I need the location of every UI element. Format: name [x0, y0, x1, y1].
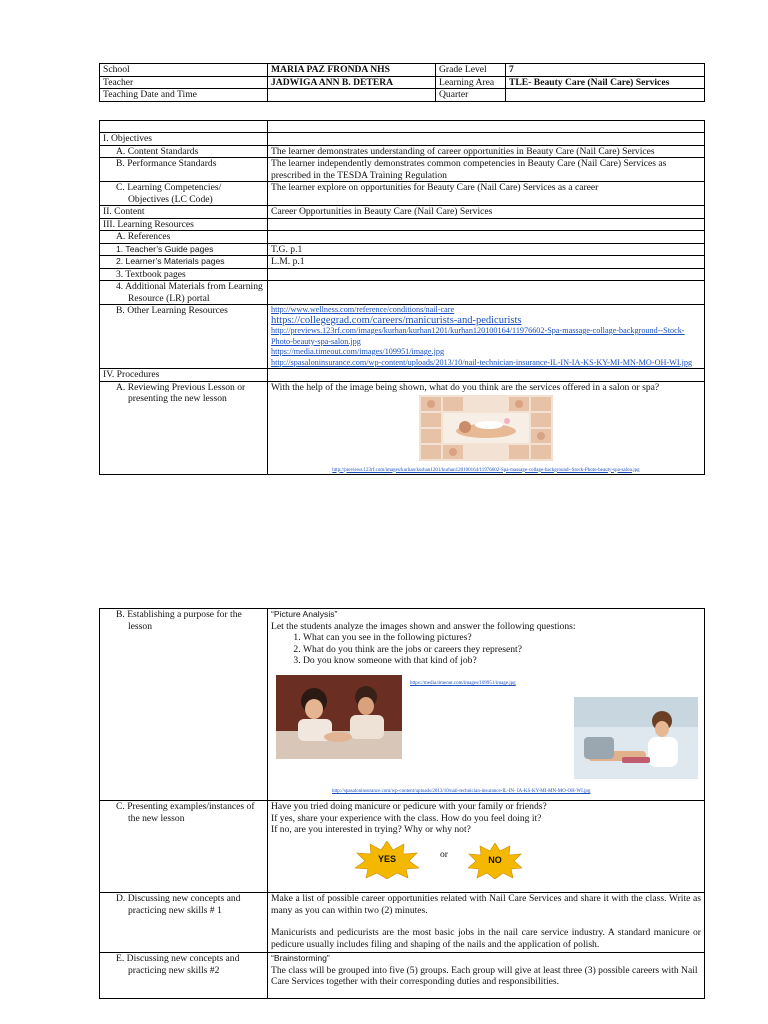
activity-text: Make a list of possible career opportunities related with Nail Care Services and share it with the class. Write as many as you can within two (2) minutes. — [271, 893, 701, 916]
header-row — [100, 64, 705, 77]
row-label: A. References — [100, 231, 268, 244]
resource-link[interactable]: http://previews.123rf.com/images/kurhan/kurhan1201/kurhan120100164/11976602-Spa-massage-collage-background--Stock-Photo-beauty-spa-salon.jpg — [271, 326, 685, 346]
yes-badge — [354, 841, 420, 879]
row-value: With the help of the image being shown, what do you think are the services offered in a salon or spa? — [271, 381, 660, 393]
row-label: 2. Learner’s Materials pages — [100, 256, 268, 269]
row-label: 1. Teacher’s Guide pages — [100, 243, 268, 256]
header-value: TLE- Beauty Care (Nail Care) Services — [506, 76, 705, 89]
image-source-link[interactable]: http://previews.123rf.com/images/kurhan/kurhan1201/kurhan120100164/11976602-Spa-massage-collage-background--Stock-Photo-beauty-spa-salon.jpg — [332, 467, 640, 473]
row-label: C. Learning Competencies/ Objectives (LC Code) — [116, 182, 222, 205]
row-value: The learner independently demonstrates common competencies in Beauty Care (Nail Care) Services as prescribed in the TESDA Training Regulation — [268, 158, 705, 182]
header-table — [99, 63, 705, 102]
or-label: or — [440, 849, 448, 860]
row-value: Career Opportunities in Beauty Care (Nail Care) Services — [268, 206, 705, 219]
question-line: Have you tried doing manicure or pedicure with your family or friends? — [271, 801, 547, 812]
activity-intro: Let the students analyze the images shown and answer the following questions: — [271, 620, 576, 632]
header-label: Learning Area — [436, 76, 506, 89]
header-label: Teaching Date and Time — [100, 89, 268, 102]
section-label: III. Learning Resources — [100, 218, 268, 231]
header-row — [100, 76, 705, 89]
manicure-photo — [276, 675, 402, 759]
pedicure-photo — [574, 697, 698, 779]
row-value: The learner explore on opportunities for Beauty Care (Nail Care) Services as a career — [268, 182, 705, 206]
list-item: 2. What do you think are the jobs or careers they represent? — [303, 644, 701, 656]
row-label: B. Performance Standards — [100, 158, 268, 182]
row-value: T.G. p.1 — [268, 243, 705, 256]
yes-label: YES — [377, 854, 396, 864]
list-item: 1. What can you see in the following pictures? — [303, 632, 701, 644]
row-label: C. Presenting examples/instances of the new lesson — [116, 801, 255, 824]
row-label: B. Other Learning Resources — [100, 305, 268, 369]
question-line: If yes, share your experience with the class. How do you feel doing it? — [271, 812, 542, 824]
lesson-plan-table — [99, 120, 705, 475]
activity-text: The class will be grouped into five (5) groups. Each group will give at least three (3) possible careers with Nail Care Services together with their corresponding duties and responsibilities. — [271, 964, 698, 987]
header-label: Teacher — [100, 76, 268, 89]
header-label: Grade Level — [436, 64, 506, 77]
question-list — [271, 632, 701, 667]
resource-link[interactable]: http://spasaloninsurance.com/wp-content/uploads/2013/10/nail-technician-insurance-IL-IN-IA-KS-KY-MI-MN-MO-OH-WI.jpg — [271, 357, 693, 367]
question-line: If no, are you interested in trying? Why or why not? — [271, 824, 471, 835]
no-badge — [468, 843, 522, 879]
section-label: IV. Procedures — [100, 369, 268, 382]
row-label: D. Discussing new concepts and practicing new skills # 1 — [116, 893, 241, 916]
row-label: 3. Textbook pages — [100, 268, 268, 281]
header-value: JADWIGA ANN B. DETERA — [268, 76, 436, 89]
activity-text: Manicurists and pedicurists are the most basic jobs in the nail care service industry. A standard manicure or pedicure usually includes filing and shaping of the nails and the application of polish. — [271, 927, 701, 950]
activity-title: “Picture Analysis” — [271, 609, 338, 619]
header-row — [100, 89, 705, 102]
activity-title: “Brainstorming” — [271, 953, 330, 963]
header-value — [506, 89, 705, 102]
row-label: A. Reviewing Previous Lesson or presenting the new lesson — [116, 381, 246, 404]
spa-collage-image — [419, 395, 553, 461]
row-value: L.M. p.1 — [268, 256, 705, 269]
image-source-link[interactable]: http://spasaloninsurance.com/wp-content/uploads/2013/10/nail-technician-insurance-IL-IN- IA-KS-KY-MI-MN-MO-OH-WI.jpg — [332, 789, 591, 794]
resource-link[interactable]: https://collegegrad.com/careers/manicurists-and-pedicurists — [271, 314, 522, 326]
resource-link[interactable]: http://www.wellness.com/reference/conditions/nail-care — [271, 305, 455, 314]
row-label: B. Establishing a purpose for the lesson — [116, 609, 242, 632]
no-label: NO — [488, 855, 502, 865]
section-label: II. Content — [100, 206, 268, 219]
links-cell — [268, 305, 705, 369]
procedures-table — [99, 608, 705, 999]
section-label: I. Objectives — [100, 133, 268, 146]
header-value: MARIA PAZ FRONDA NHS — [268, 64, 436, 77]
header-value: 7 — [506, 64, 705, 77]
header-label: School — [100, 64, 268, 77]
row-label: 4. Additional Materials from Learning Resource (LR) portal — [116, 281, 263, 304]
row-label: A. Content Standards — [100, 145, 268, 158]
image-source-link[interactable]: https://media.timeout.com/images/109951/image.jpg — [410, 681, 516, 686]
resource-link[interactable]: https://media.timeout.com/images/109951/image.jpg — [271, 347, 445, 356]
header-label: Quarter — [436, 89, 506, 102]
list-item: 3. Do you know someone with that kind of job? — [303, 655, 701, 667]
header-value — [268, 89, 436, 102]
row-label: E. Discussing new concepts and practicing new skills #2 — [116, 953, 240, 976]
row-value: The learner demonstrates understanding of career opportunities in Beauty Care (Nail Care) Services — [268, 145, 705, 158]
